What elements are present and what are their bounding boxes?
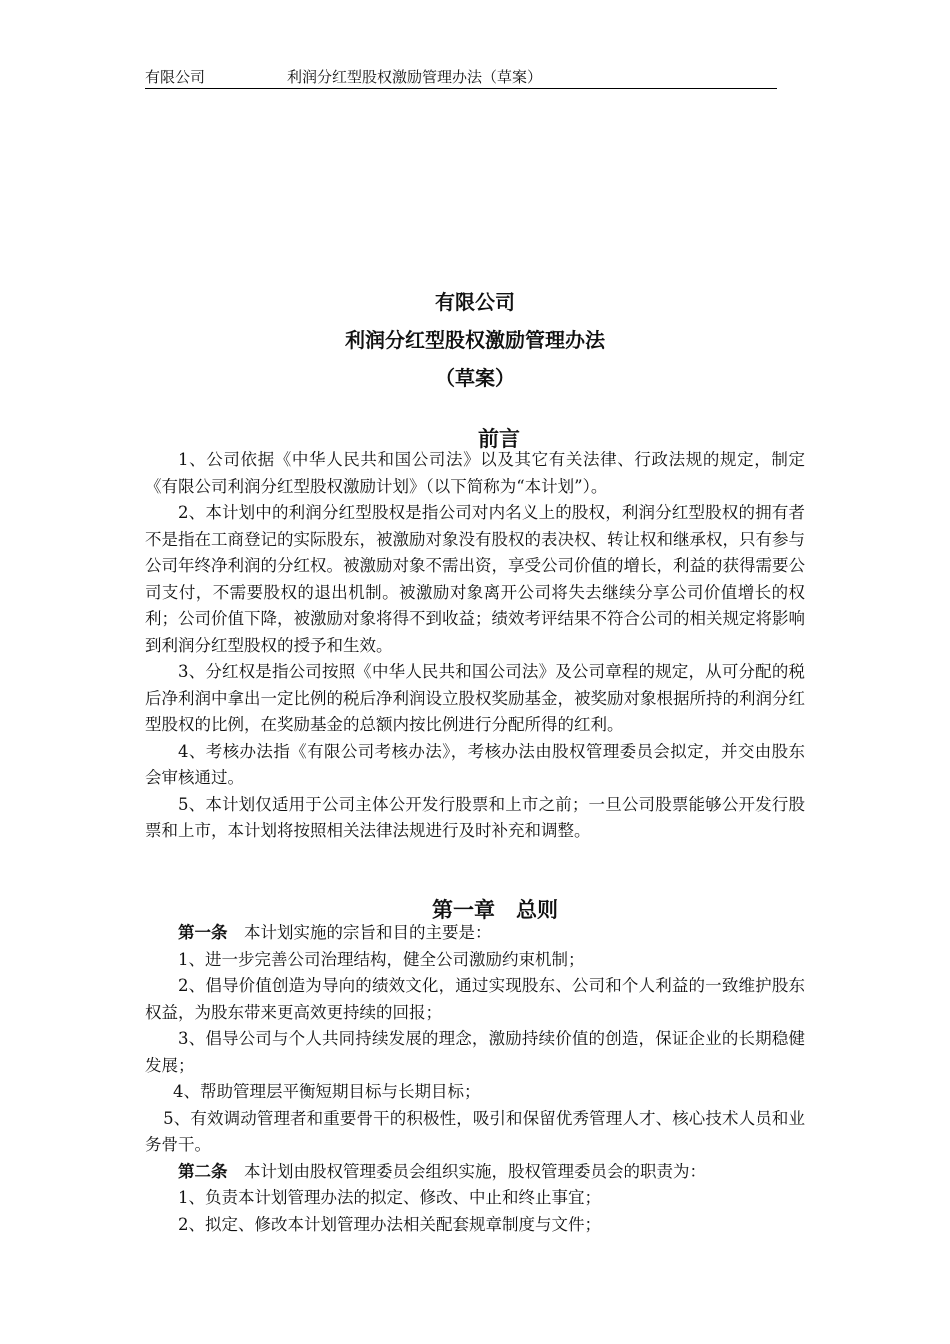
preface-body — [145, 447, 805, 845]
article2-intro — [145, 1159, 805, 1186]
article1-label: 第一条 — [178, 923, 228, 942]
article1-item-1: 1、进一步完善公司治理结构，健全公司激励约束机制； — [178, 949, 585, 969]
header-document-title: 利润分红型股权激励管理办法（草案） — [287, 68, 543, 86]
article1-item-2: 2、倡导价值创造为导向的绩效文化，通过实现股东、公司和个人利益的一致维护股东权益，为股东带来更高效更持续的回报； — [145, 976, 805, 1022]
preface-paragraph-3: 3、分红权是指公司按照《中华人民共和国公司法》及公司章程的规定，从可分配的税后净利润中拿出一定比例的税后净利润设立股权奖励基金，被奖励对象根据所持的利润分红型股权的比例，在奖励基金的总额内按比例进行分配所得的红利。 — [145, 662, 805, 734]
article1-item-4: 4、帮助管理层平衡短期目标与长期目标； — [173, 1082, 481, 1101]
header-company-name: 有限公司 — [145, 68, 206, 86]
article1-item-5: 5、有效调动管理者和重要骨干的积极性，吸引和保留优秀管理人才、核心技术人员和业务骨干。 — [145, 1108, 805, 1154]
article2-item-1: 1、负责本计划管理办法的拟定、修改、中止和终止事宜； — [178, 1188, 601, 1207]
article1-intro-text: 本计划实施的宗旨和目的主要是： — [227, 923, 492, 942]
preface-paragraph-2: 2、本计划中的利润分红型股权是指公司对内名义上的股权，利润分红型股权的拥有者不是指在工商登记的实际股东，被激励对象没有股权的表决权、转让权和继承权，只有参与公司年终净利润的分红权。被激励对象不需出资，享受公司价值的增长，利益的获得需要公司支付，不需要股权的退出机制。被激励对象离开公司将失去继续分享公司价值增长的权利；公司价值下降，被激励对象将得不到收益；绩效考评结果不符合公司的相关规定将影响到利润分红型股权的授予和生效。 — [145, 503, 805, 655]
preface-paragraph-4: 4、考核办法指《有限公司考核办法》，考核办法由股权管理委员会拟定，并交由股东会审核通过。 — [145, 741, 805, 787]
article2-intro-text: 本计划由股权管理委员会组织实施，股权管理委员会的职责为： — [227, 1161, 706, 1181]
article2-label: 第二条 — [178, 1161, 228, 1181]
page-header — [145, 64, 777, 89]
article2-item-2: 2、拟定、修改本计划管理办法相关配套规章制度与文件； — [178, 1214, 601, 1234]
title-main: 利润分红型股权激励管理办法 — [345, 328, 605, 352]
chapter1-heading: 第一章 总则 — [432, 898, 558, 922]
title-company: 有限公司 — [435, 290, 515, 314]
preface-heading: 前言 — [478, 427, 520, 451]
preface-paragraph-1: 1、公司依据《中华人民共和国公司法》以及其它有关法律、行政法规的规定，制定《有限公司利润分红型股权激励计划》（以下简称为“本计划”）。 — [145, 450, 805, 496]
chapter1-body — [145, 920, 805, 1238]
article1-intro — [145, 920, 805, 947]
title-draft: （草案） — [435, 366, 515, 390]
article1-item-3: 3、倡导公司与个人共同持续发展的理念，激励持续价值的创造，保证企业的长期稳健发展； — [145, 1029, 805, 1075]
preface-paragraph-5: 5、本计划仅适用于公司主体公开发行股票和上市之前；一旦公司股票能够公开发行股票和上市，本计划将按照相关法律法规进行及时补充和调整。 — [145, 794, 805, 840]
